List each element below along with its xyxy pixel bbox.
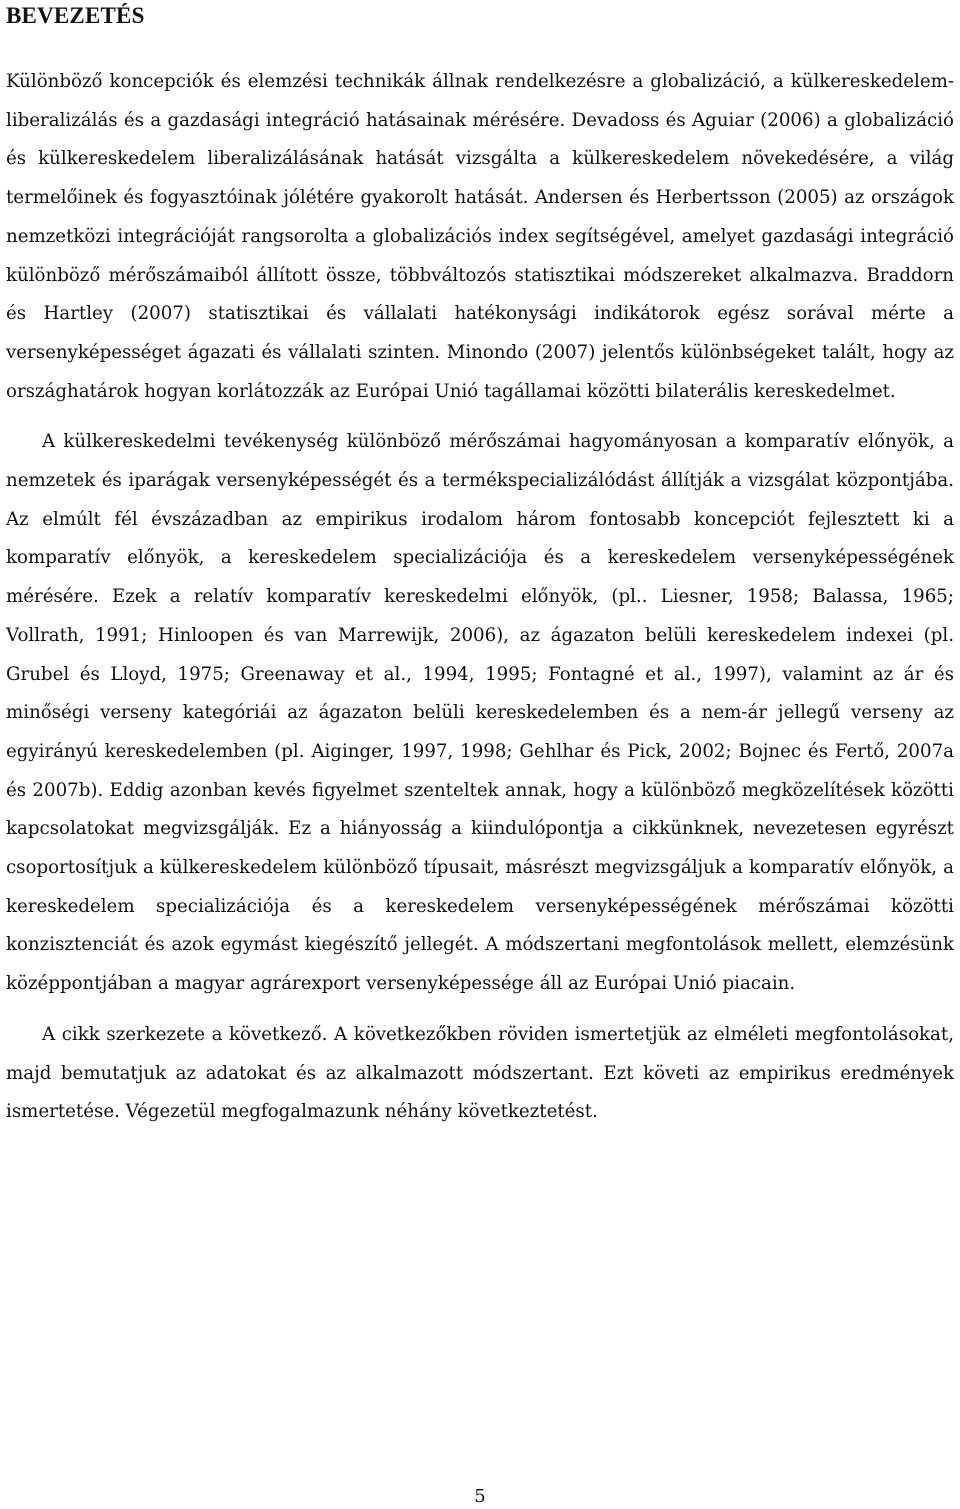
paragraph-2: A külkereskedelmi tevékenység különböző mérőszámai hagyományosan a komparatív előnyök, a nemzetek és iparágak versenyképességét és a termékspecializálódást állítják a vizsgálat központjába. Az elmúlt fél évszázadban az empirikus irodalom három fontosabb koncepciót fejlesztett ki a komparatív előnyök, a kereskedelem specializációja és a kereskedelem versenyképességének mérésére. Ezek a relatív komparatív kereskedelmi előnyök, (pl.. Liesner, 1958; Balassa, 1965; Vollrath, 1991; Hinloopen és van Marrewijk, 2006), az ágazaton belüli kereskedelem indexei (pl. Grubel és Lloyd, 1975; Greenaway et al., 1994, 1995; Fontagné et al., 1997), valamint az ár és minőségi verseny kategóriái az ágazaton belüli kereskedelemben és a nem-ár jellegű verseny az egyirányú kereskedelemben (pl. Aiginger, 1997, 1998; Gehlhar és Pick, 2002; Bojnec és Fertő, 2007a és 2007b). Eddig azonban kevés figyelmet szenteltek annak, hogy a különböző megközelítések közötti kapcsolatokat megvizsgálják. Ez a hiányosság a kiindulópontja a cikkünknek, nevezetesen egyrészt csoportosítjuk a külkereskedelem különböző típusait, másrészt megvizsgáljuk a komparatív előnyök, a kereskedelem specializációja és a kereskedelem versenyképességének mérőszámai közötti konzisztenciát és azok egymást kiegészítő jellegét. A módszertani megfontolások mellett, elemzésünk középpontjában a magyar agrárexport versenyképessége áll az Európai Unió piacain. bbox=[6, 431, 954, 995]
paragraph-1: Különböző koncepciók és elemzési technikák állnak rendelkezésre a globalizáció, a külkereskedelem-liberalizálás és a gazdasági integráció hatásainak mérésére. Devadoss és Aguiar (2006) a globalizáció és külkereskedelem liberalizálásának hatását vizsgálta a külkereskedelem növekedésére, a világ termelőinek és fogyasztóinak jólétére gyakorolt hatását. Andersen és Herbertsson (2005) az országok nemzetközi integrációját rangsorolta a globalizációs index segítségével, amelyet gazdasági integráció különböző mérőszámaiból állított össze, többváltozós statisztikai módszereket alkalmazva. Braddorn és Hartley (2007) statisztikai és vállalati hatékonysági indikátorok egész sorával mérte a versenyképességet ágazati és vállalati szinten. Minondo (2007) jelentős különbségeket talált, hogy az országhatárok hogyan korlátozzák az Európai Unió tagállamai közötti bilaterális kereskedelmet. bbox=[6, 71, 954, 402]
section-heading: BEVEZETÉS bbox=[6, 3, 145, 28]
page-number: 5 bbox=[474, 1486, 486, 1507]
paragraph-3: A cikk szerkezete a következő. A következőkben röviden ismertetjük az elméleti megfontolásokat, majd bemutatjuk az adatokat és az alkalmazott módszertant. Ezt követi az empirikus eredmények ismertetése. Végezetül megfogalmazunk néhány következtetést. bbox=[6, 1023, 954, 1123]
document-page bbox=[6, 0, 954, 1132]
